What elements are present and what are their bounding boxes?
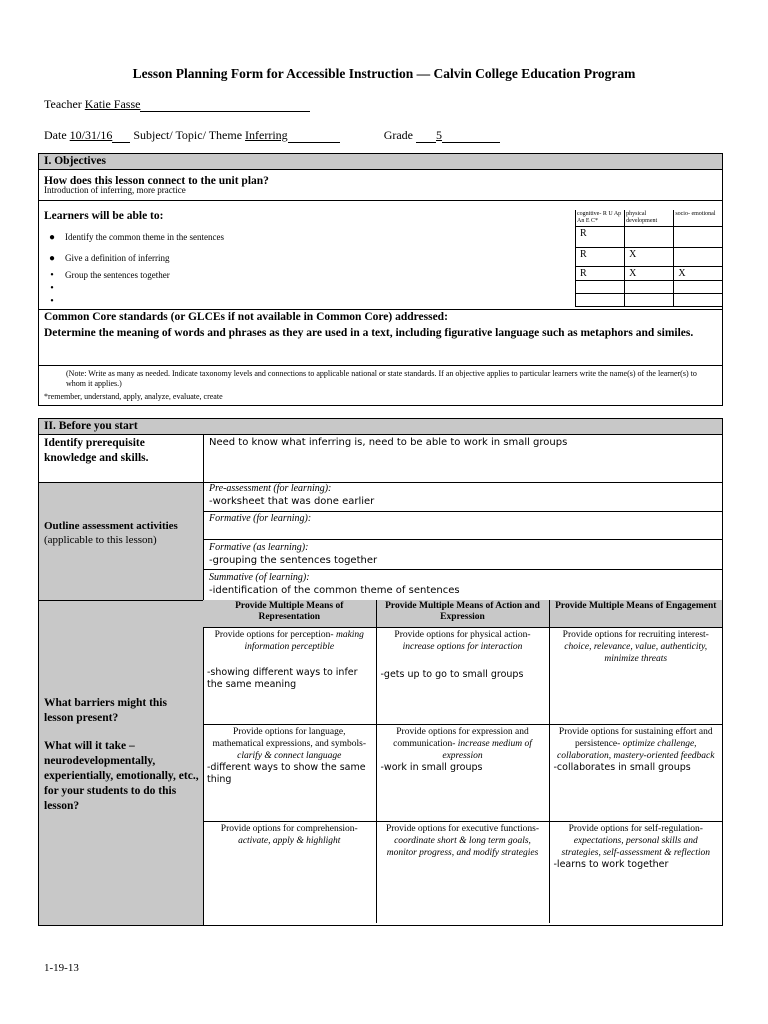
objective-item-3: • Group the sentences together xyxy=(50,270,170,281)
grade-label: Grade xyxy=(383,128,414,142)
connect-answer: Introduction of inferring, more practice xyxy=(44,185,186,195)
assessment-pre-text: -worksheet that was done earlier xyxy=(209,496,375,507)
assessment-summative xyxy=(209,571,460,597)
prereq-text: Need to know what inferring is, need to be able to work in small groups xyxy=(209,437,568,448)
barriers-question: What barriers might this lesson present? xyxy=(44,697,167,724)
udl-table xyxy=(203,600,722,923)
standards-label: Common Core standards (or GLCEs if not available in Common Core) addressed: xyxy=(44,311,448,323)
taxonomy-cell: X xyxy=(625,247,674,266)
taxonomy-cell: X xyxy=(625,266,674,280)
take-question: What will it take – neurodevelopmentally, experientially, emotionally, etc., for your students to do this lesson? xyxy=(44,740,199,812)
taxonomy-cell xyxy=(576,280,625,293)
udl-cell: Provide options for comprehension- activate, apply & highlight xyxy=(203,821,376,923)
taxonomy-cell xyxy=(625,280,674,293)
udl-header-engagement: Provide Multiple Means of Engagement xyxy=(549,600,722,627)
date-line xyxy=(44,128,744,143)
assessment-formative-for xyxy=(209,512,311,525)
objective-item-5: • xyxy=(50,296,54,307)
taxonomy-header-socio: socio- emotional xyxy=(674,210,723,226)
teacher-line xyxy=(44,97,310,112)
udl-cell: Provide options for sustaining effort and persistence- optimize challenge, collaboration, mastery-oriented feedback -collaborates in small groups xyxy=(549,724,722,821)
note-text: (Note: Write as many as needed. Indicate taxonomy levels and connections to applicable national or state standards. If an objective applies to particular learners write the name(s) of the learner(s) to whom it applies.) xyxy=(66,369,697,388)
assessment-pre-label: Pre-assessment (for learning): xyxy=(209,483,332,494)
taxonomy-cell: R xyxy=(576,247,625,266)
standards-text: Determine the meaning of words and phrases as they are used in a text, including figurative language such as metaphors and similes. xyxy=(44,327,694,339)
assess-sub: (applicable to this lesson) xyxy=(44,534,157,546)
udl-cell: Provide options for perception- making information perceptible -showing different ways to infer the same meaning xyxy=(203,627,376,724)
before-section xyxy=(38,418,723,926)
udl-header-action: Provide Multiple Means of Action and Expression xyxy=(376,600,549,627)
assessment-formative-for-label: Formative (for learning): xyxy=(209,513,312,524)
connect-question-text: How does this lesson connect to the unit plan? xyxy=(44,175,269,187)
taxonomy-cell xyxy=(674,247,723,266)
before-header: II. Before you start xyxy=(39,419,722,435)
assess-label: Outline assessment activities xyxy=(44,520,178,532)
page-title: Lesson Planning Form for Accessible Instruction — Calvin College Education Program xyxy=(132,66,636,81)
taxonomy-cell xyxy=(576,293,625,306)
taxonomy-cell: R xyxy=(576,226,625,247)
assessment-formative-as xyxy=(209,541,377,567)
udl-cell: Provide options for language, mathematical expressions, and symbols- clarify & connect language -different ways to show the same thing xyxy=(203,724,376,821)
assessment-summative-text: -identification of the common theme of sentences xyxy=(209,585,460,596)
taxonomy-cell xyxy=(674,293,723,306)
objectives-header: I. Objectives xyxy=(39,154,722,170)
udl-header-representation: Provide Multiple Means of Representation xyxy=(203,600,376,627)
taxonomy-cell xyxy=(674,226,723,247)
prereq-label: Identify prerequisite knowledge and skills. xyxy=(44,437,149,464)
objective-item-1: ● Identify the common theme in the sentences xyxy=(48,232,224,243)
assess-label-block xyxy=(44,519,199,547)
udl-cell: Provide options for physical action- increase options for interaction -gets up to go to small groups xyxy=(376,627,549,724)
udl-cell: Provide options for expression and communication- increase medium of expression -work in small groups xyxy=(376,724,549,821)
udl-cell: Provide options for self-regulation- expectations, personal skills and strategies, self-assessment & reflection -learns to work together xyxy=(549,821,722,923)
taxonomy-cell: X xyxy=(674,266,723,280)
objective-item-4: • xyxy=(50,283,54,294)
assessment-summative-label: Summative (of learning): xyxy=(209,572,310,583)
taxonomy-footnote: *remember, understand, apply, analyze, evaluate, create xyxy=(44,392,223,401)
assessment-formative-as-text: -grouping the sentences together xyxy=(209,555,378,566)
date-value: 10/31/16 xyxy=(69,128,113,142)
date-label: Date xyxy=(44,128,67,142)
teacher-label: Teacher xyxy=(44,97,82,111)
taxonomy-cell xyxy=(625,226,674,247)
objective-item-2: ● Give a definition of inferring xyxy=(48,253,170,264)
taxonomy-cell xyxy=(674,280,723,293)
grade-value: 5 xyxy=(436,128,443,142)
taxonomy-table xyxy=(575,210,723,307)
taxonomy-cell xyxy=(625,293,674,306)
taxonomy-header-cognitive: cognitive- R U Ap An E C* xyxy=(576,210,625,226)
assessment-pre xyxy=(209,482,374,508)
subject-value: Inferring xyxy=(245,128,288,142)
udl-cell: Provide options for recruiting interest- choice, relevance, value, authenticity, minimize threats xyxy=(549,627,722,724)
taxonomy-cell: R xyxy=(576,266,625,280)
udl-cell: Provide options for executive functions- coordinate short & long term goals, monitor progress, and modify strategies xyxy=(376,821,549,923)
teacher-name: Katie Fasse xyxy=(84,97,141,111)
footer-date: 1-19-13 xyxy=(44,962,79,974)
objectives-section xyxy=(38,153,723,406)
learners-label: Learners will be able to: xyxy=(44,210,164,222)
subject-label: Subject/ Topic/ Theme xyxy=(133,128,243,142)
taxonomy-header-physical: physical development xyxy=(625,210,674,226)
assessment-formative-as-label: Formative (as learning): xyxy=(209,542,309,553)
